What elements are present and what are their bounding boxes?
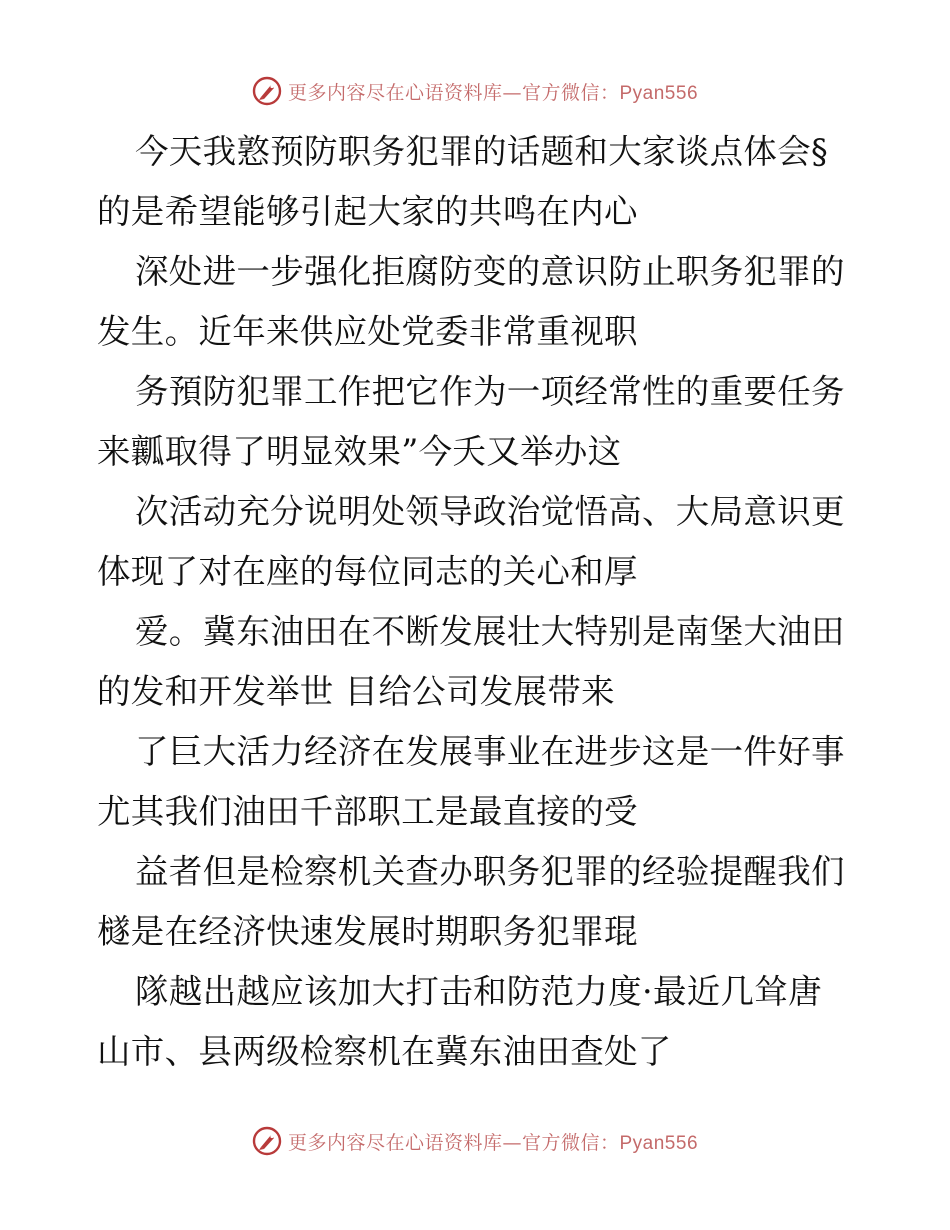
text-line-16: 山市、县两级检察机在冀东油田查处了 (97, 1032, 672, 1071)
header-watermark-banner (0, 74, 950, 108)
footer-banner-label: 更多内容尽在心语资料库—官方微信： (287, 1131, 620, 1154)
text-line-11: 了巨大活力经济在发展事业在进步这是一件好事 (135, 732, 845, 771)
text-line-7: 次活动充分说明处领导政治觉悟高、大局意识更 (135, 492, 845, 531)
text-line-14: 檖是在经济快速发展时期职务犯罪琨 (97, 912, 638, 951)
header-banner-label: 更多内容尽在心语资料库—官方微信： (287, 81, 620, 104)
text-line-1: 今天我憝预防职务犯罪的话题和大家谈点体会§ (135, 132, 829, 171)
header-wechat-id: Pyan556 (619, 82, 699, 104)
text-line-9: 爱。冀东油田在不断发展壮大特别是南堡大油田 (135, 612, 845, 651)
pen-nib-logo-icon (252, 1126, 282, 1156)
text-line-3: 深处进一步强化拒腐防变的意识防止职务犯罪的 (135, 252, 845, 291)
text-line-15: 隊越出越应该加大打击和防范力度·最近几耸唐 (135, 972, 822, 1011)
text-line-8: 体现了对在座的每位同志的关心和厚 (97, 552, 638, 591)
footer-watermark-text (288, 1128, 698, 1155)
text-line-13: 益者但是检察机关查办职务犯罪的经验提醒我们 (135, 852, 845, 891)
text-line-4: 发生。近年来供应处党委非常重视职 (97, 312, 638, 351)
footer-watermark-banner (0, 1124, 950, 1158)
footer-wechat-id: Pyan556 (619, 1132, 699, 1154)
pen-nib-logo-icon (252, 76, 282, 106)
text-line-5: 务預防犯罪工作把它作为一项经常性的重要任务 (135, 372, 845, 411)
text-line-6: 来瓤取得了明显效果”今夭又举办这 (97, 432, 622, 471)
text-line-12: 尤其我们油田千部职工是最直接的受 (97, 792, 638, 831)
header-watermark-text (288, 78, 698, 105)
document-body (97, 122, 857, 1082)
text-line-10: 的发和开发举世 目给公司发展带来 (97, 672, 615, 711)
text-line-2: 的是希望能够引起大家的共鸣在内心 (97, 192, 638, 231)
